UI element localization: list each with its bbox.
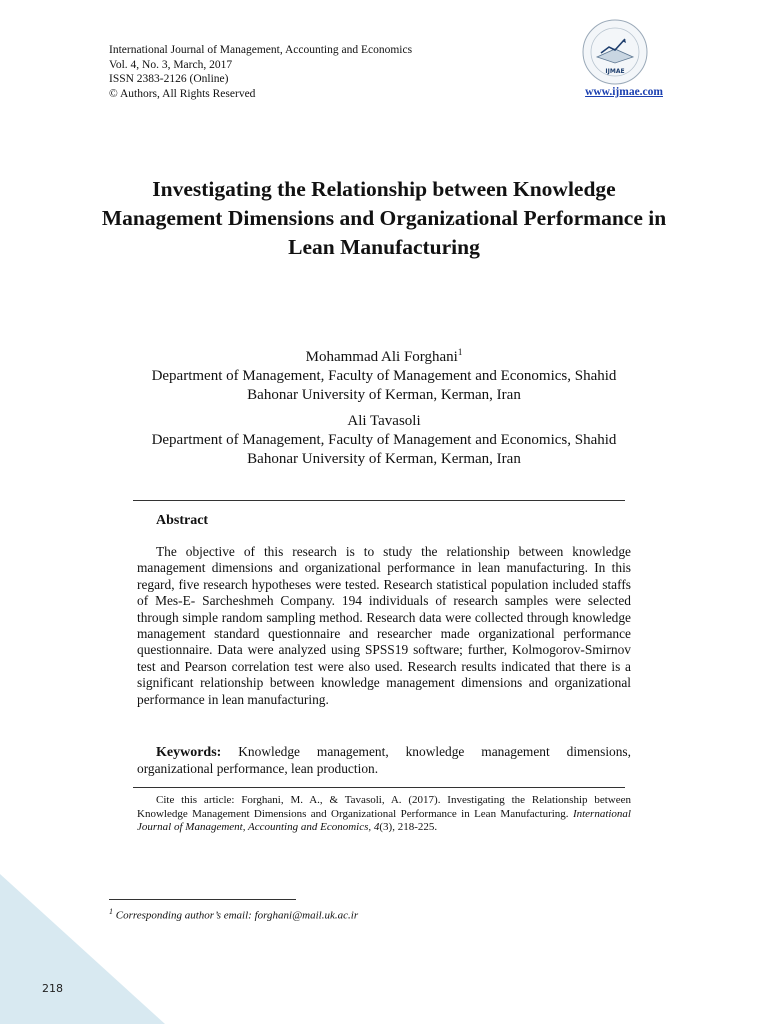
- abstract-divider-bottom: [133, 787, 625, 788]
- journal-logo: [575, 17, 655, 87]
- author-block-2: [60, 412, 708, 469]
- keywords-text: Knowledge management, knowledge management dimensions, organizational performance, lean production.: [137, 744, 631, 777]
- keywords-label: Keywords:: [156, 745, 222, 760]
- journal-issn: ISSN 2383-2126 (Online): [109, 73, 229, 85]
- abstract-divider-top: [133, 500, 625, 501]
- author-affiliation: Department of Management, Faculty of Management and Economics, Shahid: [151, 368, 617, 384]
- author-affiliation: Bahonar University of Kerman, Kerman, Iran: [247, 451, 521, 467]
- footnote-text: Corresponding author’s email: forghani@mail.uk.ac.ir: [115, 909, 359, 922]
- author-footnote-marker: 1: [457, 347, 463, 357]
- abstract-text: The objective of this research is to study the relationship between knowledge management dimensions and organizational performance in lean manufacturing. In this regard, five research hypotheses were tested. Research statistical population included staffs of Mes-E- Sarcheshmeh Company. 194 individuals of research samples were selected through simple random sampling method. Research data were collected through knowledge management standard questionnaire and researcher made organizational performance questionnaire. Data were analyzed using SPSS19 software; further, Kolmogorov-Smirnov test and Pearson correlation test were also used. Research results indicated that there is a significant relationship between knowledge management dimensions and organizational performance in lean manufacturing.: [137, 544, 631, 707]
- author-affiliation: Department of Management, Faculty of Management and Economics, Shahid: [151, 432, 617, 448]
- abstract-heading: Abstract: [156, 513, 209, 528]
- journal-header: [109, 43, 412, 101]
- paper-title: Investigating the Relationship between Knowledge Management Dimensions and Organizational Performance in Lean Manufacturing: [101, 177, 667, 259]
- keywords: [137, 744, 631, 778]
- author-affiliation: Bahonar University of Kerman, Kerman, Iran: [247, 387, 521, 403]
- page-number: 218: [42, 982, 63, 995]
- journal-url-link[interactable]: www.ijmae.com: [585, 86, 663, 98]
- corner-decoration: [0, 874, 165, 1024]
- logo-text: IJMAE: [605, 68, 625, 75]
- author-block-1: [60, 343, 708, 405]
- author-name: Mohammad Ali Forghani$^1$: [305, 347, 463, 365]
- journal-rights: © Authors, All Rights Reserved: [109, 87, 256, 100]
- citation: Cite this article: Forghani, M. A., & Tavasoli, A. (2017). Investigating the Relationship between Knowledge Management Dimensions and Organizational Performance in Lean Manufacturing. International Journal of Management, Accounting and Economics, 4(3), 218-225.: [137, 794, 631, 834]
- citation-journal: International Journal of Management, Accounting and Economics, 4: [137, 807, 631, 834]
- author-name: Ali Tavasoli: [347, 413, 421, 429]
- journal-volume: Vol. 4, No. 3, March, 2017: [109, 58, 233, 71]
- footnote-marker: 1: [109, 907, 113, 916]
- journal-name: International Journal of Management, Accounting and Economics: [109, 44, 413, 56]
